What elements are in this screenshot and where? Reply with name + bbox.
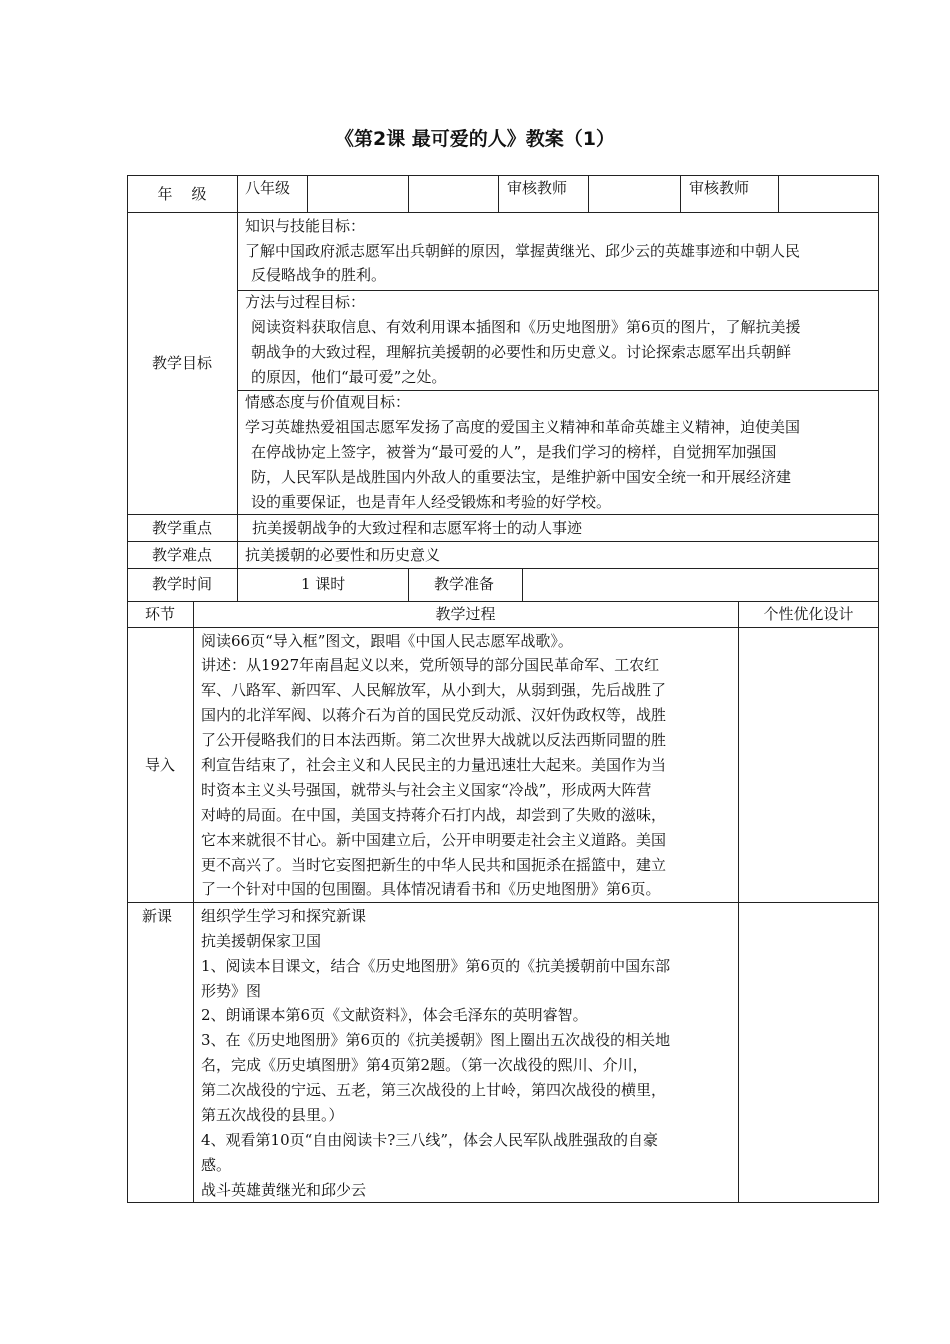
emotion-line: 防，人民军队是战胜国内外敌人的重要法宝，是维护新中国安全统一和开展经济建 bbox=[251, 468, 792, 486]
row-divider bbox=[127, 514, 879, 515]
new-lesson-line: 3、在《历史地图册》第6页的《抗美援朝》图上圈出五次战役的相关地 bbox=[201, 1031, 671, 1049]
col-divider bbox=[738, 601, 739, 1203]
intro-line: 军、八路军、新四军、人民解放军，从小到大，从弱到强，先后战胜了 bbox=[201, 681, 667, 699]
difficulties-label: 教学难点 bbox=[151, 546, 212, 564]
knowledge-heading: 知识与技能目标： bbox=[245, 217, 366, 235]
emotion-heading: 情感态度与价值观目标： bbox=[245, 393, 411, 411]
row-divider bbox=[127, 601, 879, 602]
knowledge-line: 了解中国政府派志愿军出兵朝鲜的原因，掌握黄继光、邱少云的英雄事迹和中朝人民 bbox=[245, 242, 801, 260]
method-line: 阅读资料获取信息、有效利用课本插图和《历史地图册》第6页的图片，了解抗美援 bbox=[251, 318, 801, 336]
intro-line: 国内的北洋军阀、以蒋介石为首的国民党反动派、汉奸伪政权等，战胜 bbox=[201, 706, 667, 724]
intro-line: 它本来就很不甘心。新中国建立后，公开申明要走社会主义道路。美国 bbox=[201, 831, 667, 849]
reviewer-label-1: 审核教师 bbox=[507, 179, 568, 197]
row-divider bbox=[127, 541, 879, 542]
method-line: 的原因，他们“最可爱”之处。 bbox=[251, 368, 447, 386]
col-divider bbox=[237, 175, 238, 601]
design-header: 个性优化设计 bbox=[763, 605, 854, 623]
prep-label: 教学准备 bbox=[434, 575, 495, 593]
method-line: 朝战争的大致过程，理解抗美援朝的必要性和历史意义。讨论探索志愿军出兵朝鲜 bbox=[251, 343, 792, 361]
new-lesson-line: 组织学生学习和探究新课 bbox=[201, 907, 367, 925]
emotion-line: 设的重要保证，也是青年人经受锻炼和考验的好学校。 bbox=[251, 493, 612, 511]
new-lesson-line: 2、朗诵课本第6页《文献资料》，体会毛泽东的英明睿智。 bbox=[201, 1006, 588, 1024]
grade-value: 八年级 bbox=[245, 179, 291, 197]
intro-line: 讲述：从1927年南昌起义以来，党所领导的部分国民革命军、工农红 bbox=[201, 656, 660, 674]
col-divider bbox=[778, 175, 779, 212]
page-title: 《第2课 最可爱的人》教案（1） bbox=[334, 128, 616, 150]
new-lesson-label: 新课 bbox=[142, 907, 173, 925]
intro-line: 了公开侵略我们的日本法西斯。第二次世界大战就以反法西斯同盟的胜 bbox=[201, 731, 667, 749]
intro-line: 更不高兴了。当时它妄图把新生的中华人民共和国扼杀在摇篮中，建立 bbox=[201, 856, 667, 874]
intro-line: 阅读66页“导入框”图文，跟唱《中国人民志愿军战歌》。 bbox=[201, 632, 573, 650]
knowledge-line: 反侵略战争的胜利。 bbox=[251, 266, 387, 284]
new-lesson-line: 第二次战役的宁远、五老，第三次战役的上甘岭，第四次战役的横里， bbox=[201, 1081, 667, 1099]
new-lesson-line: 战斗英雄黄继光和邱少云 bbox=[201, 1181, 367, 1199]
process-header: 教学过程 bbox=[435, 605, 496, 623]
row-divider bbox=[127, 902, 879, 903]
new-lesson-line: 4、观看第10页“自由阅读卡?三八线”，体会人民军队战胜强敌的自豪 bbox=[201, 1131, 659, 1149]
intro-line: 对峙的局面。在中国，美国支持蒋介石打内战，却尝到了失败的滋味， bbox=[201, 806, 667, 824]
grade-label: 年 级 bbox=[157, 185, 207, 203]
key-points-label: 教学重点 bbox=[151, 519, 212, 537]
row-divider bbox=[127, 212, 879, 213]
intro-line: 时资本主义头号强国，就带头与社会主义国家“冷战”，形成两大阵营 bbox=[201, 781, 652, 799]
row-divider bbox=[237, 290, 879, 291]
col-divider bbox=[193, 601, 194, 1203]
emotion-line: 学习英雄热爱祖国志愿军发扬了高度的爱国主义精神和革命英雄主义精神，迫使美国 bbox=[245, 418, 801, 436]
row-divider bbox=[127, 627, 879, 628]
method-heading: 方法与过程目标： bbox=[245, 293, 366, 311]
time-label: 教学时间 bbox=[151, 575, 212, 593]
difficulties-value: 抗美援朝的必要性和历史意义 bbox=[245, 546, 441, 564]
col-divider bbox=[498, 175, 499, 212]
reviewer-label-2: 审核教师 bbox=[689, 179, 750, 197]
intro-line: 了一个针对中国的包围圈。具体情况请看书和《历史地图册》第6页。 bbox=[201, 880, 661, 898]
time-value: 1 课时 bbox=[301, 575, 346, 593]
section-header: 环节 bbox=[145, 605, 176, 623]
new-lesson-line: 第五次战役的县里。） bbox=[201, 1106, 344, 1124]
new-lesson-line: 抗美援朝保家卫国 bbox=[201, 932, 322, 950]
col-divider bbox=[307, 175, 308, 212]
col-divider bbox=[408, 175, 409, 212]
emotion-line: 在停战协定上签字，被誉为“最可爱的人”，是我们学习的榜样，自觉拥军加强国 bbox=[251, 443, 777, 461]
col-divider bbox=[408, 568, 409, 601]
new-lesson-line: 1、阅读本目课文，结合《历史地图册》第6页的《抗美援朝前中国东部 bbox=[201, 957, 671, 975]
col-divider bbox=[588, 175, 589, 212]
intro-label: 导入 bbox=[144, 756, 175, 774]
new-lesson-line: 感。 bbox=[201, 1156, 232, 1174]
new-lesson-line: 形势》图 bbox=[201, 982, 262, 1000]
objectives-label: 教学目标 bbox=[151, 354, 212, 372]
row-divider bbox=[237, 390, 879, 391]
row-divider bbox=[127, 568, 879, 569]
col-divider bbox=[680, 175, 681, 212]
key-points-value: 抗美援朝战争的大致过程和志愿军将士的动人事迹 bbox=[252, 519, 583, 537]
intro-line: 利宣告结束了，社会主义和人民民主的力量迅速壮大起来。美国作为当 bbox=[201, 756, 667, 774]
new-lesson-line: 名，完成《历史填图册》第4页第2题。（第一次战役的熙川、介川， bbox=[201, 1056, 648, 1074]
col-divider bbox=[522, 568, 523, 601]
